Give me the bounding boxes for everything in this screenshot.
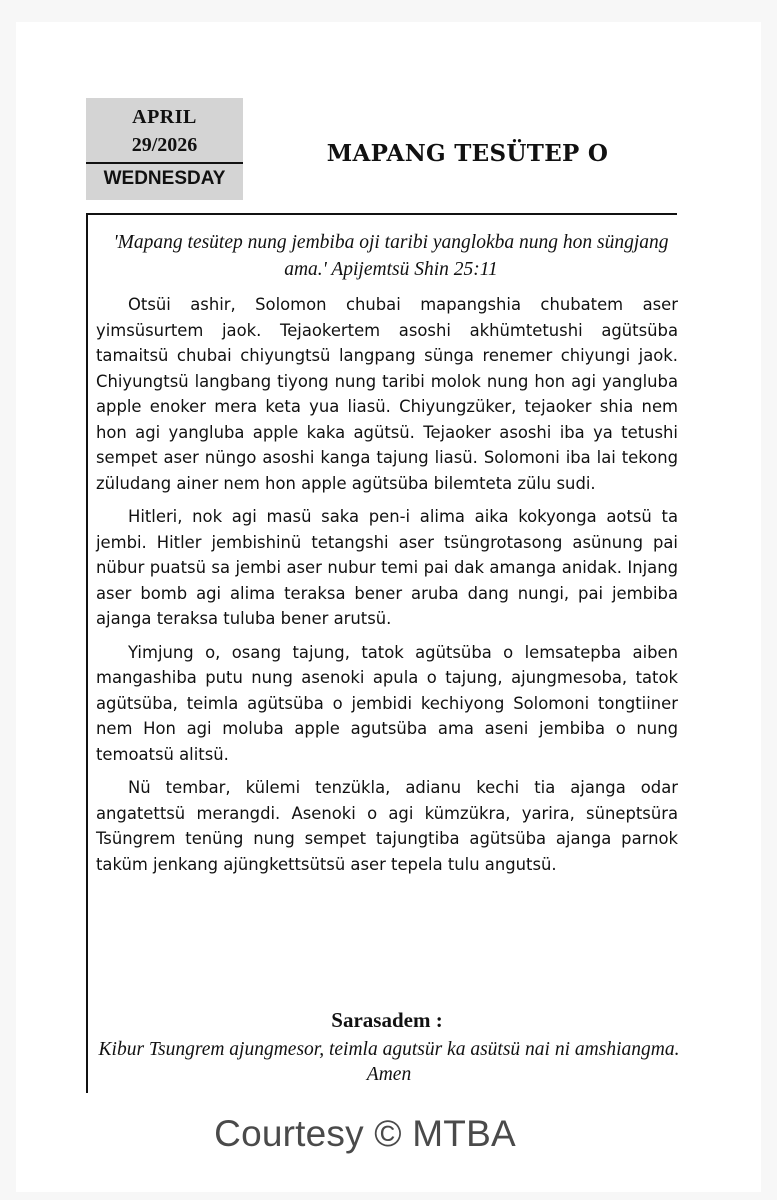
devotional-body (96, 292, 678, 885)
frame-left-rule (86, 213, 88, 1093)
date-box (86, 98, 243, 200)
paragraph: Nü tembar, külemi tenzükla, adianu kechi tia ajanga odar angatettsü merangdi. Asenoki o agi kümzükra, yarira, süneptsüra Tsüngrem tenüng nung sempet tajungtiba agütsüba ajanga parnok taküm jenkang ajüngkettsütsü aser tepela tulu angutsü. (96, 778, 678, 874)
prayer-text: Kibur Tsungrem ajungmesor, teimla agutsür ka asütsü nai ni amshiangma. Amen (98, 1039, 680, 1085)
date-month: APRIL (132, 106, 197, 128)
frame-top-rule (86, 213, 677, 215)
date-day: 29/2026 (131, 134, 198, 156)
date-divider (86, 162, 243, 164)
page-title: MAPANG TESÜTEP O (326, 140, 609, 167)
paragraph: Otsüi ashir, Solomon chubai mapangshia chubatem aser yimsüsurtem jaok. Tejaokertem asoshi akhümtetushi agütsüba tamaitsü chubai chiyungtsü langpang sünga renemer chiyungi jaok. Chiyungtsü langbang tiyong nung taribi molok nung hon agi yangluba apple enoker mera keta yua liasü. Chiyungzüker, tejaoker shia nem hon agi yangluba apple kaka agütsü. Tejaoker asoshi iba ya tetushi sempet aser nüngo asoshi kanga tajung liasü. Solomoni iba lai tekong züludang ainer nem hon apple agütsüba bilemteta zülu sudi. (96, 295, 678, 493)
courtesy-credit: Courtesy © MTBA (214, 1113, 516, 1154)
scripture-verse: 'Mapang tesütep nung jembiba oji taribi yanglokba nung hon süngjang ama.' Apijemtsü Shin 25:11 (113, 232, 669, 280)
prayer-heading: Sarasadem : (331, 1008, 443, 1032)
paragraph: Hitleri, nok agi masü saka pen-i alima aika kokyonga aotsü ta jembi. Hitler jembishinü tetangshi aser tsüngrotasong asünung pai nübur puatsü sa jembi aser nubur temi pai dak amanga anidak. Injang aser bomb agi alima teraksa bener aruba dang nungi, pai jembiba ajanga teraksa tuluba bener arutsü. (96, 507, 678, 628)
paragraph: Yimjung o, osang tajung, tatok agütsüba o lemsatepba aiben mangashiba putu nung asenoki apula o tajung, ajungmesoba, tatok agütsüba, teimla agütsüba o jembidi kechiyong Solomoni tongtiiner nem Hon agi moluba apple agutsüba ama aseni jembiba o nung temoatsü alitsü. (96, 642, 678, 764)
date-weekday: WEDNESDAY (103, 168, 226, 189)
